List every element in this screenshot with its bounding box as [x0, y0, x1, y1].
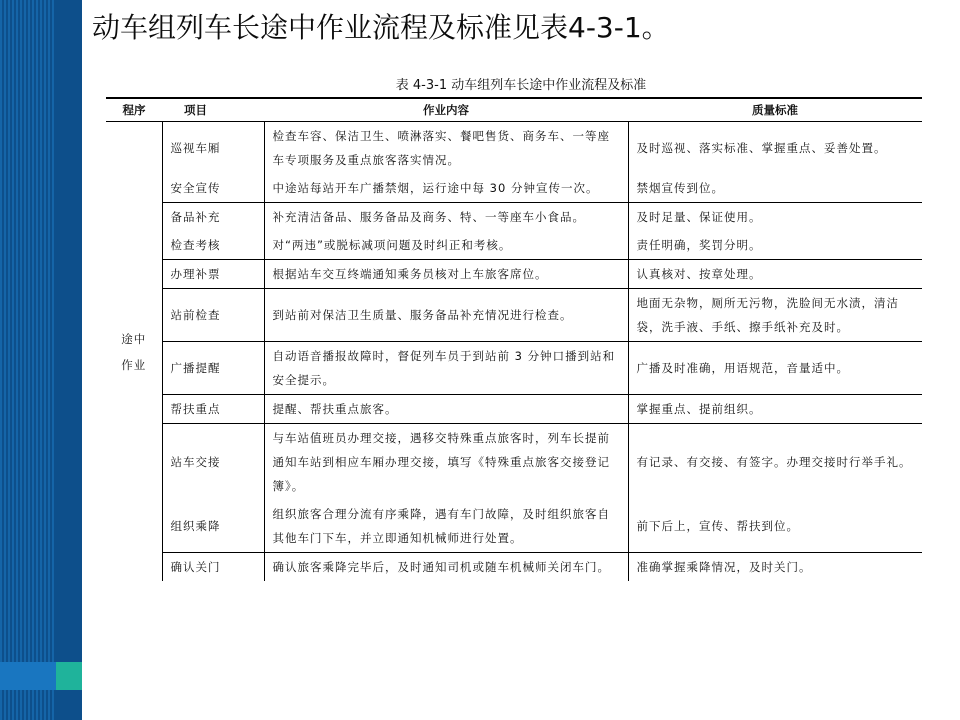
table-row	[106, 122, 922, 175]
row-content: 对“两违”或脱标减项问题及时纠正和考核。	[264, 231, 628, 260]
row-standard: 准确掌握乘降情况，及时关门。	[628, 553, 922, 582]
row-content: 确认旅客乘降完毕后，及时通知司机或随车机械师关闭车门。	[264, 553, 628, 582]
row-content: 自动语音播报故障时，督促列车员于到站前 3 分钟口播到站和安全提示。	[264, 342, 628, 395]
slide-title: 动车组列车长途中作业流程及标准见表4-3-1。	[92, 11, 670, 44]
row-standard: 有记录、有交接、有签字。办理交接时行举手礼。	[628, 424, 922, 501]
row-content: 检查车容、保洁卫生、喷淋落实、餐吧售货、商务车、一等座车专项服务及重点旅客落实情况。	[264, 122, 628, 175]
table-row	[106, 203, 922, 232]
left-bar-band	[0, 662, 56, 690]
table-row	[106, 424, 922, 501]
row-item: 站前检查	[162, 289, 264, 342]
procedure-table	[106, 97, 922, 581]
row-item: 办理补票	[162, 260, 264, 289]
left-bar-stripes	[0, 0, 56, 720]
row-content: 组织旅客合理分流有序乘降，遇有车门故障，及时组织旅客自其他车门下车，并立即通知机械师进行处置。	[264, 500, 628, 553]
row-item: 备品补充	[162, 203, 264, 232]
header-standard: 质量标准	[628, 98, 922, 122]
table-row	[106, 289, 922, 342]
row-item: 检查考核	[162, 231, 264, 260]
left-bar-accent	[56, 662, 82, 690]
row-standard: 掌握重点、提前组织。	[628, 395, 922, 424]
table-row	[106, 395, 922, 424]
table-caption: 表 4-3-1 动车组列车长途中作业流程及标准	[395, 78, 647, 93]
row-standard: 及时足量、保证使用。	[628, 203, 922, 232]
procedure-cell	[106, 122, 162, 582]
row-item: 帮扶重点	[162, 395, 264, 424]
row-item: 确认关门	[162, 553, 264, 582]
procedure-line-2: 作业	[121, 357, 147, 372]
row-content: 提醒、帮扶重点旅客。	[264, 395, 628, 424]
table-row	[106, 342, 922, 395]
row-standard: 地面无杂物，厕所无污物，洗脸间无水渍，清洁袋，洗手液、手纸、擦手纸补充及时。	[628, 289, 922, 342]
table-row	[106, 500, 922, 553]
left-decorative-bar	[0, 0, 82, 720]
table-row	[106, 553, 922, 582]
row-item: 安全宣传	[162, 174, 264, 203]
header-proc: 程序	[106, 98, 162, 122]
row-standard: 前下后上，宣传、帮扶到位。	[636, 519, 799, 533]
row-standard: 禁烟宣传到位。	[636, 181, 724, 195]
procedure-line-1: 途中	[121, 331, 147, 346]
row-item: 组织乘降	[162, 500, 264, 553]
row-standard: 认真核对、按章处理。	[628, 260, 922, 289]
row-content: 与车站值班员办理交接，遇移交特殊重点旅客时，列车长提前通知车站到相应车厢办理交接，填写《特殊重点旅客交接登记簿》。	[264, 424, 628, 501]
table-row	[106, 231, 922, 260]
table-row	[106, 260, 922, 289]
row-content: 根据站车交互终端通知乘务员核对上车旅客席位。	[264, 260, 628, 289]
row-content: 到站前对保洁卫生质量、服务备品补充情况进行检查。	[264, 289, 628, 342]
row-standard: 责任明确，奖罚分明。	[636, 238, 762, 252]
header-item: 项目	[162, 98, 264, 122]
table-header-row	[106, 98, 922, 122]
row-content: 补充清洁备品、服务备品及商务、特、一等座车小食品。	[264, 203, 628, 232]
row-standard: 广播及时准确，用语规范，音量适中。	[628, 342, 922, 395]
row-item: 巡视车厢	[162, 122, 264, 175]
row-item: 站车交接	[162, 424, 264, 501]
row-standard: 及时巡视、落实标准、掌握重点、妥善处置。	[628, 122, 922, 175]
row-item: 广播提醒	[162, 342, 264, 395]
table-row	[106, 174, 922, 203]
header-content: 作业内容	[264, 98, 628, 122]
row-content: 中途站每站开车广播禁烟，运行途中每 30 分钟宣传一次。	[264, 174, 628, 203]
